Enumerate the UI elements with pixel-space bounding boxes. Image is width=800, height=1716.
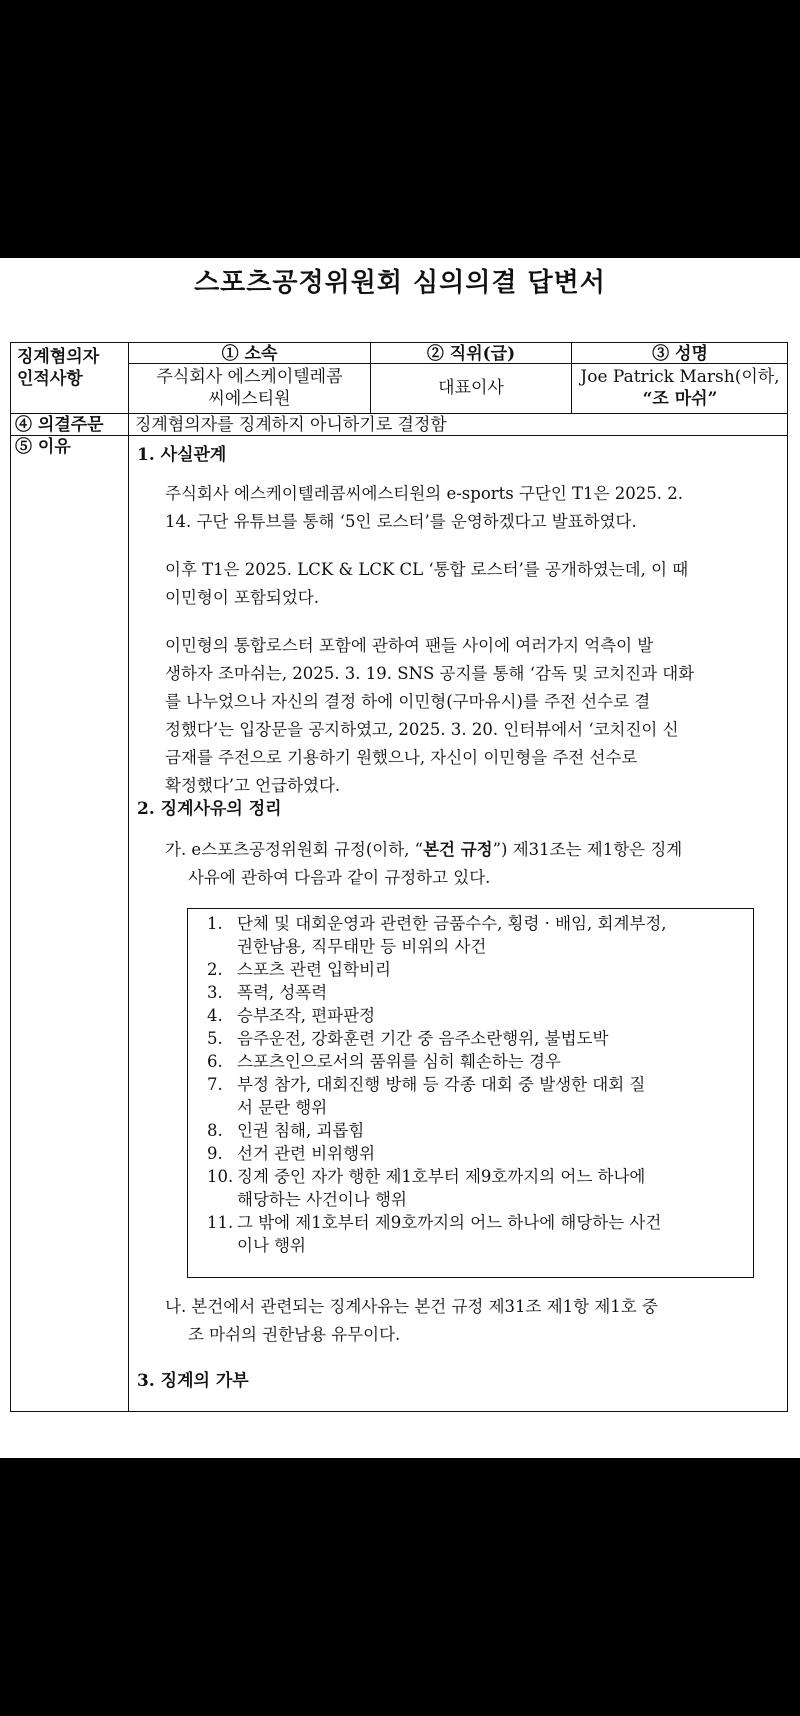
list-item-text <box>237 1142 747 1165</box>
s2ga-pre: 가. e스포츠공정위원회 규정(이하, “ <box>165 840 424 859</box>
decision-label: ④ 의결주문 <box>15 415 104 435</box>
list-item-line2: 해당하는 사건이나 행위 <box>237 1190 407 1209</box>
name-value <box>572 366 788 410</box>
s1p3-line1: 이민형의 통합로스터 포함에 관하여 팬들 사이에 여러가지 억측이 발 <box>165 636 654 655</box>
s2ga-bold: 본건 규정 <box>423 840 493 859</box>
section1-paragraph2 <box>165 556 765 612</box>
name-line1: Joe Patrick Marsh(이하, <box>580 367 780 387</box>
s1p3-line3: 를 나누었으나 자신의 결정 하에 이민형(구마유시)를 주전 선수로 결 <box>165 692 651 711</box>
s1p3-line6: 확정했다’고 언급하였다. <box>165 776 341 795</box>
list-item-text <box>237 1050 747 1073</box>
list-item-line1: 폭력, 성폭력 <box>237 983 328 1002</box>
list-item-number: 10. <box>207 1167 234 1186</box>
list-item-line1: 단체 및 대회운영과 관련한 금품수수, 횡령 · 배임, 회계부정, <box>237 914 667 933</box>
col-header-position: ② 직위(급) <box>426 344 516 364</box>
list-item-line1: 선거 관련 비위행위 <box>237 1144 376 1163</box>
party-label <box>17 346 127 390</box>
affiliation-line2: 씨에스티원 <box>208 389 291 409</box>
list-item-number: 8. <box>207 1121 223 1140</box>
list-item-line2: 서 문란 행위 <box>237 1098 328 1117</box>
list-item-text <box>237 958 747 981</box>
list-item-number: 6. <box>207 1052 223 1071</box>
section2-item-ga <box>165 836 765 892</box>
list-item-text <box>237 981 747 1004</box>
document-title: 스포츠공정위원회 심의의결 답변서 <box>194 268 606 298</box>
list-item-line1: 음주운전, 강화훈련 기간 중 음주소란행위, 불법도박 <box>237 1029 609 1048</box>
list-item-number: 1. <box>207 914 223 933</box>
s2na-line1: 나. 본건에서 관련되는 징계사유는 본건 규정 제31조 제1항 제1호 중 <box>165 1297 658 1316</box>
list-item-text <box>237 1004 747 1027</box>
list-item-line1: 그 밖에 제1호부터 제9호까지의 어느 하나에 해당하는 사건 <box>237 1213 662 1232</box>
list-item-number: 5. <box>207 1029 223 1048</box>
reason-label: ⑤ 이유 <box>15 437 71 457</box>
s1p3-line2: 생하자 조마쉬는, 2025. 3. 19. SNS 공지를 통해 ‘감독 및 코치진과 대화 <box>165 664 695 683</box>
decision-text: 징계혐의자를 징계하지 아니하기로 결정함 <box>135 415 447 435</box>
section2-item-na <box>165 1293 765 1349</box>
section1-paragraph1 <box>165 480 765 536</box>
list-item-text <box>237 1165 747 1211</box>
list-item-text <box>237 1211 747 1257</box>
section1-heading: 1. 사실관계 <box>137 445 227 465</box>
s1p2-line2: 이민형이 포함되었다. <box>165 588 319 607</box>
s2na-line2: 조 마쉬의 권한남용 유무이다. <box>188 1325 401 1344</box>
list-item-text <box>237 1119 747 1142</box>
list-item-text <box>237 1027 747 1050</box>
s1p2-line1: 이후 T1은 2025. LCK & LCK CL ‘통합 로스터’를 공개하였는데, 이 때 <box>165 560 689 579</box>
document-page <box>0 258 800 1458</box>
s2ga-line2: 사유에 관하여 다음과 같이 규정하고 있다. <box>188 868 491 887</box>
list-item-line1: 스포츠 관련 입학비리 <box>237 960 391 979</box>
list-item-line1: 인권 침해, 괴롭힘 <box>237 1121 365 1140</box>
section2-heading: 2. 징계사유의 정리 <box>137 799 282 819</box>
list-item-line1: 징계 중인 자가 행한 제1호부터 제9호까지의 어느 하나에 <box>237 1167 646 1186</box>
col-header-affiliation: ① 소속 <box>221 344 278 364</box>
s2ga-line1 <box>165 836 765 864</box>
col-header-name: ③ 성명 <box>652 344 708 364</box>
list-item-line2: 이나 행위 <box>237 1236 307 1255</box>
list-item-line1: 승부조작, 편파판정 <box>237 1006 376 1025</box>
list-item-number: 11. <box>207 1213 234 1232</box>
list-item-text <box>237 1073 747 1119</box>
party-label-line1: 징계혐의자 <box>17 347 100 367</box>
section3-heading: 3. 징계의 가부 <box>137 1371 249 1391</box>
list-item-line2: 권한남용, 직무태만 등 비위의 사건 <box>237 937 487 956</box>
s1p3-line4: 정했다’는 입장문을 공지하였고, 2025. 3. 20. 인터뷰에서 ‘코치진이 신 <box>165 720 679 739</box>
s1p1-line2: 14. 구단 유튜브를 통해 ‘5인 로스터’를 운영하겠다고 발표하였다. <box>165 512 637 531</box>
list-item-number: 3. <box>207 983 223 1002</box>
name-line2: “조 마쉬” <box>642 389 718 409</box>
position-value: 대표이사 <box>438 378 504 398</box>
affiliation-line1: 주식회사 에스케이텔레콤 <box>156 367 343 387</box>
label-column-divider <box>128 343 129 1411</box>
list-item-number: 7. <box>207 1075 223 1094</box>
list-item-text <box>237 912 747 958</box>
s1p3-line5: 금재를 주전으로 기용하기 원했으나, 자신이 이민형을 주전 선수로 <box>165 748 638 767</box>
affiliation-value <box>129 366 370 410</box>
list-item-number: 9. <box>207 1144 223 1163</box>
list-item-number: 4. <box>207 1006 223 1025</box>
list-item-line1: 스포츠인으로서의 품위를 심히 훼손하는 경우 <box>237 1052 561 1071</box>
s1p1-line1: 주식회사 에스케이텔레콤씨에스티원의 e-sports 구단인 T1은 2025. 2. <box>165 484 683 503</box>
list-item-line1: 부정 참가, 대회진행 방해 등 각종 대회 중 발생한 대회 질 <box>237 1075 646 1094</box>
list-item-number: 2. <box>207 960 223 979</box>
section1-paragraph3 <box>165 632 765 800</box>
s2ga-post: ”) 제31조는 제1항은 징계 <box>492 840 683 859</box>
party-label-line2: 인적사항 <box>17 369 83 389</box>
